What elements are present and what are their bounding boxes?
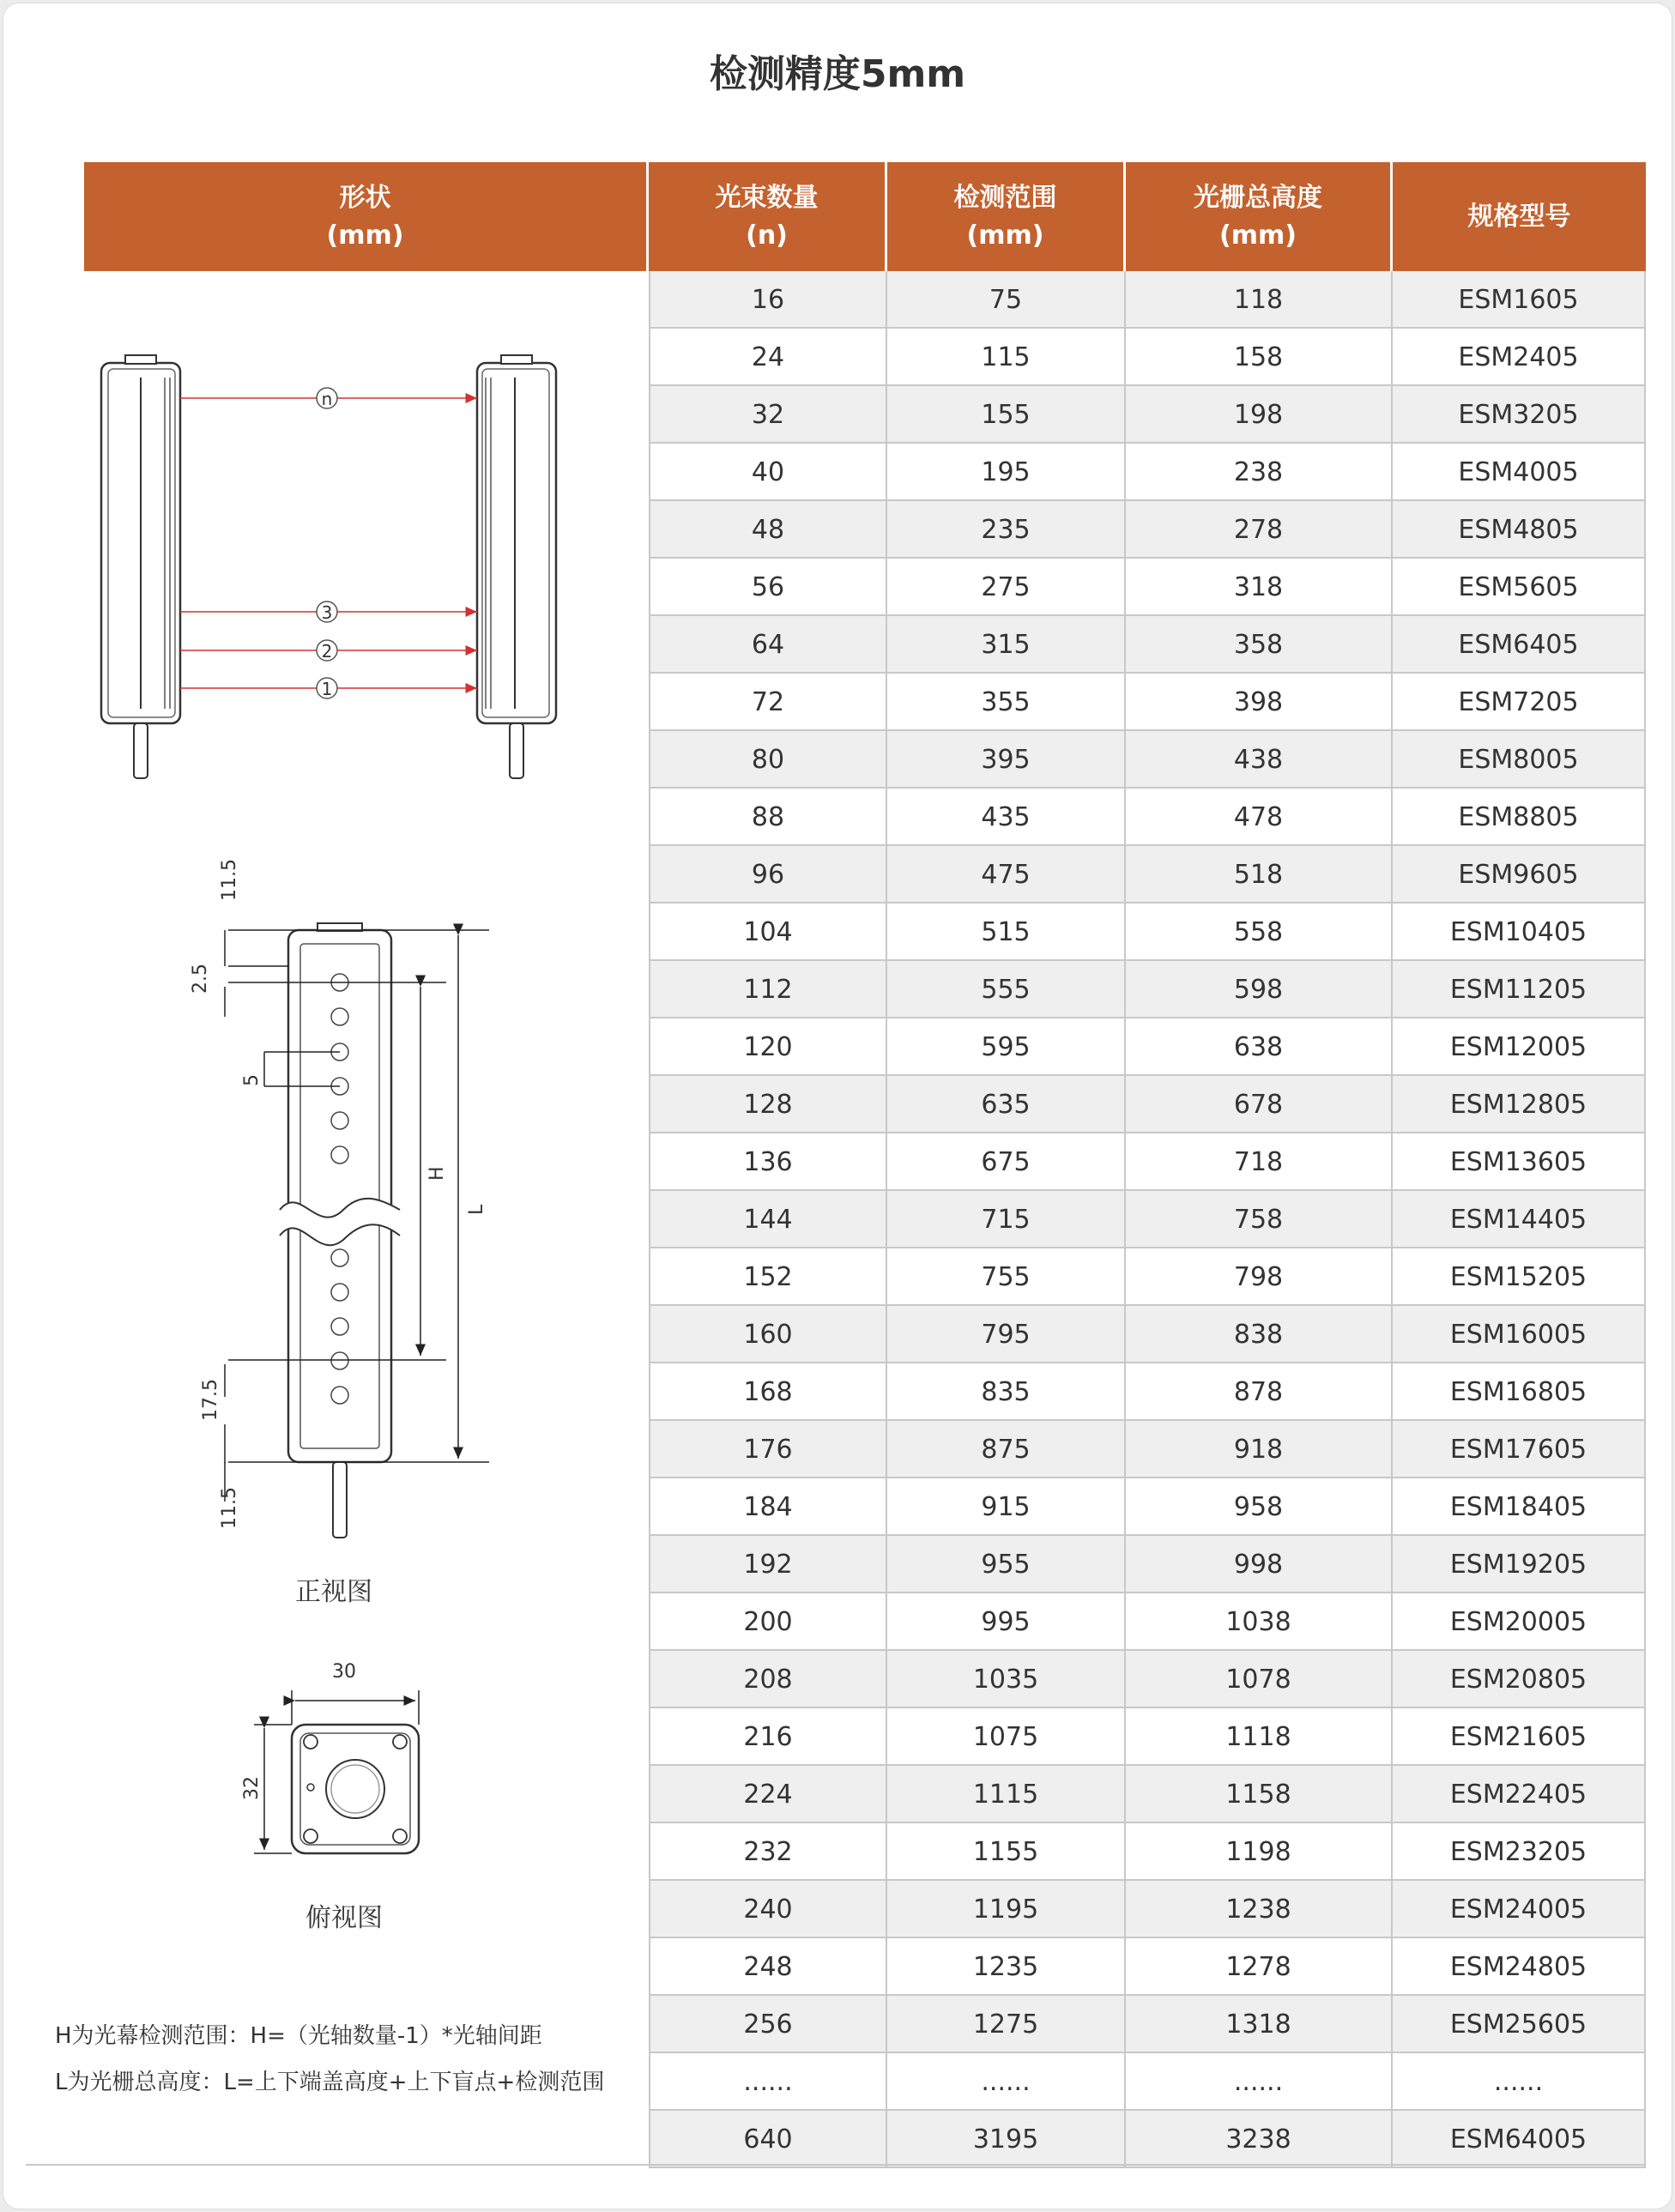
- cell-height: 158: [1126, 329, 1393, 386]
- cell-range: 635: [887, 1076, 1126, 1133]
- cell-model: ESM19205: [1393, 1536, 1646, 1593]
- cell-height: 478: [1126, 789, 1393, 846]
- header-height-unit: (mm): [1219, 220, 1297, 251]
- cell-height: 998: [1126, 1536, 1393, 1593]
- table-row: [649, 1478, 1646, 1536]
- table-row: [649, 1593, 1646, 1651]
- dim-top-blind: 2.5: [190, 964, 211, 994]
- beam-line-n: [180, 388, 477, 409]
- cell-range: 235: [887, 501, 1126, 559]
- cell-beams: 80: [649, 731, 887, 789]
- cell-model: ESM25605: [1393, 1996, 1646, 2053]
- cell-height: 838: [1126, 1306, 1393, 1363]
- cell-height: 798: [1126, 1248, 1393, 1306]
- cell-range: 435: [887, 789, 1126, 846]
- header-height: [1126, 162, 1393, 271]
- cell-model: ESM4005: [1393, 444, 1646, 501]
- cell-model: ESM3205: [1393, 386, 1646, 444]
- cell-model: ESM21605: [1393, 1708, 1646, 1766]
- table-row: [649, 961, 1646, 1018]
- cell-range: 395: [887, 731, 1126, 789]
- cell-beams: 64: [649, 616, 887, 674]
- cell-beams: 88: [649, 789, 887, 846]
- shape-diagram: [0, 0, 649, 2164]
- cell-beams: 248: [649, 1938, 887, 1996]
- cell-model: ESM12005: [1393, 1018, 1646, 1076]
- table-row: [649, 2111, 1646, 2168]
- cell-range: 595: [887, 1018, 1126, 1076]
- cell-beams: 104: [649, 904, 887, 961]
- beam-line-3: [180, 601, 477, 623]
- cell-model: ESM16805: [1393, 1363, 1646, 1421]
- table-row: [649, 386, 1646, 444]
- cell-beams: 192: [649, 1536, 887, 1593]
- cell-model: ESM4805: [1393, 501, 1646, 559]
- cell-model: ESM5605: [1393, 559, 1646, 616]
- table-row: [649, 501, 1646, 559]
- cell-range: 1235: [887, 1938, 1126, 1996]
- cell-range: 275: [887, 559, 1126, 616]
- top-view-drawing: [292, 1725, 419, 1853]
- dim-l: L: [466, 1204, 487, 1215]
- table-row: [649, 271, 1646, 329]
- cell-height: 518: [1126, 846, 1393, 904]
- cell-height: 1318: [1126, 1996, 1393, 2053]
- cell-model: ESM23205: [1393, 1823, 1646, 1881]
- cell-model: ESM17605: [1393, 1421, 1646, 1478]
- cell-range: 875: [887, 1421, 1126, 1478]
- beam-line-1: [180, 678, 477, 699]
- cell-beams: 24: [649, 329, 887, 386]
- cell-beams: 184: [649, 1478, 887, 1536]
- cell-height: 558: [1126, 904, 1393, 961]
- cell-range: 155: [887, 386, 1126, 444]
- table-row: [649, 559, 1646, 616]
- cell-height: 638: [1126, 1018, 1393, 1076]
- table-row: [649, 674, 1646, 731]
- cell-height: 398: [1126, 674, 1393, 731]
- cell-height: 1158: [1126, 1766, 1393, 1823]
- cell-model: ESM13605: [1393, 1133, 1646, 1191]
- cell-height: 438: [1126, 731, 1393, 789]
- cell-beams: 32: [649, 386, 887, 444]
- cell-range: 835: [887, 1363, 1126, 1421]
- header-beams-unit: (n): [746, 220, 788, 251]
- cell-range: 355: [887, 674, 1126, 731]
- cell-beams: 160: [649, 1306, 887, 1363]
- cell-model: ESM20005: [1393, 1593, 1646, 1651]
- cell-beams: 128: [649, 1076, 887, 1133]
- cell-beams: ......: [649, 2053, 887, 2111]
- cell-beams: 168: [649, 1363, 887, 1421]
- cell-model: ESM10405: [1393, 904, 1646, 961]
- cell-height: 1038: [1126, 1593, 1393, 1651]
- table-row: [649, 846, 1646, 904]
- cell-beams: 152: [649, 1248, 887, 1306]
- dim-width: 30: [332, 1661, 356, 1683]
- header-beams: [649, 162, 887, 271]
- note-l: L为光栅总高度：L=上下端盖高度+上下盲点+检测范围: [55, 2070, 605, 2095]
- table-row: [649, 1536, 1646, 1593]
- dim-pitch: 5: [241, 1074, 263, 1086]
- table-row: [649, 1133, 1646, 1191]
- cell-model: ESM22405: [1393, 1766, 1646, 1823]
- cell-model: ESM8805: [1393, 789, 1646, 846]
- dim-bottom-blind: 17.5: [200, 1379, 221, 1421]
- cell-height: 598: [1126, 961, 1393, 1018]
- cell-beams: 640: [649, 2111, 887, 2168]
- cell-height: 3238: [1126, 2111, 1393, 2168]
- header-model-label: 规格型号: [1467, 201, 1571, 232]
- cell-model: ESM64005: [1393, 2111, 1646, 2168]
- beam-label-3: 3: [321, 602, 333, 623]
- cell-range: 1195: [887, 1881, 1126, 1938]
- cell-height: ......: [1126, 2053, 1393, 2111]
- table-row: [649, 1708, 1646, 1766]
- cell-model: ESM7205: [1393, 674, 1646, 731]
- receiver-bar-icon: [477, 355, 556, 778]
- cell-height: 278: [1126, 501, 1393, 559]
- table-row: [649, 1018, 1646, 1076]
- cell-range: 195: [887, 444, 1126, 501]
- cell-height: 878: [1126, 1363, 1393, 1421]
- table-row: [649, 1248, 1646, 1306]
- cell-height: 678: [1126, 1076, 1393, 1133]
- front-view-label: 正视图: [295, 1577, 372, 1607]
- cell-height: 758: [1126, 1191, 1393, 1248]
- cell-beams: 256: [649, 1996, 887, 2053]
- table-row: [649, 1938, 1646, 1996]
- table-row: [649, 904, 1646, 961]
- cell-beams: 240: [649, 1881, 887, 1938]
- cell-height: 238: [1126, 444, 1393, 501]
- note-h: H为光幕检测范围：H=（光轴数量-1）*光轴间距: [55, 2023, 542, 2049]
- cell-beams: 96: [649, 846, 887, 904]
- page-title: 检测精度5mm: [709, 52, 966, 96]
- header-shape-unit: (mm): [326, 220, 404, 251]
- table-row: [649, 1076, 1646, 1133]
- cell-model: ESM15205: [1393, 1248, 1646, 1306]
- cell-height: 358: [1126, 616, 1393, 674]
- cell-range: 995: [887, 1593, 1126, 1651]
- cell-range: 475: [887, 846, 1126, 904]
- cell-beams: 232: [649, 1823, 887, 1881]
- header-beams-label: 光束数量: [715, 182, 819, 213]
- table-row: [649, 731, 1646, 789]
- cell-beams: 216: [649, 1708, 887, 1766]
- cell-range: 3195: [887, 2111, 1126, 2168]
- cell-model: ESM8005: [1393, 731, 1646, 789]
- cell-model: ESM18405: [1393, 1478, 1646, 1536]
- table-row: [649, 1996, 1646, 2053]
- cell-model: ESM9605: [1393, 846, 1646, 904]
- table-bottom-divider: [26, 2164, 1646, 2166]
- cell-height: 318: [1126, 559, 1393, 616]
- cell-beams: 120: [649, 1018, 887, 1076]
- cell-model: ESM16005: [1393, 1306, 1646, 1363]
- cell-beams: 136: [649, 1133, 887, 1191]
- table-row: [649, 1766, 1646, 1823]
- beam-label-1: 1: [321, 679, 333, 699]
- header-range-label: 检测范围: [953, 182, 1057, 213]
- cell-height: 118: [1126, 271, 1393, 329]
- cell-beams: 224: [649, 1766, 887, 1823]
- cell-beams: 112: [649, 961, 887, 1018]
- table-row: [649, 1306, 1646, 1363]
- table-row: [649, 616, 1646, 674]
- cell-beams: 208: [649, 1651, 887, 1708]
- cell-height: 918: [1126, 1421, 1393, 1478]
- cell-range: 675: [887, 1133, 1126, 1191]
- cell-beams: 144: [649, 1191, 887, 1248]
- cell-height: 1278: [1126, 1938, 1393, 1996]
- cell-height: 1238: [1126, 1881, 1393, 1938]
- cell-model: ......: [1393, 2053, 1646, 2111]
- dim-bottom-cap: 11.5: [219, 1487, 240, 1529]
- cell-range: 715: [887, 1191, 1126, 1248]
- cell-range: 555: [887, 961, 1126, 1018]
- cell-model: ESM24805: [1393, 1938, 1646, 1996]
- header-range-unit: (mm): [966, 220, 1044, 251]
- cell-height: 958: [1126, 1478, 1393, 1536]
- cell-model: ESM2405: [1393, 329, 1646, 386]
- header-shape-label: 形状: [339, 182, 391, 213]
- cell-beams: 56: [649, 559, 887, 616]
- cell-range: ......: [887, 2053, 1126, 2111]
- cell-beams: 16: [649, 271, 887, 329]
- table-row: [649, 1191, 1646, 1248]
- cell-beams: 48: [649, 501, 887, 559]
- table-row: [649, 1651, 1646, 1708]
- cell-range: 755: [887, 1248, 1126, 1306]
- table-row: [649, 1421, 1646, 1478]
- beam-label-n: n: [321, 389, 333, 409]
- top-view-label: 俯视图: [305, 1903, 383, 1933]
- emitter-bar-icon: [101, 355, 180, 778]
- header-height-label: 光栅总高度: [1194, 182, 1322, 213]
- cell-model: ESM12805: [1393, 1076, 1646, 1133]
- cell-range: 1155: [887, 1823, 1126, 1881]
- beam-label-2: 2: [321, 641, 333, 662]
- cell-range: 1075: [887, 1708, 1126, 1766]
- cell-height: 1198: [1126, 1823, 1393, 1881]
- dim-top-cap: 11.5: [219, 859, 240, 901]
- front-view-drawing: [280, 923, 400, 1538]
- cell-range: 1275: [887, 1996, 1126, 2053]
- table-row: [649, 1363, 1646, 1421]
- cell-range: 75: [887, 271, 1126, 329]
- cell-height: 1118: [1126, 1708, 1393, 1766]
- table-row: [649, 329, 1646, 386]
- dim-h: H: [426, 1166, 448, 1181]
- beam-line-2: [180, 640, 477, 662]
- cell-beams: 40: [649, 444, 887, 501]
- table-row: [649, 789, 1646, 846]
- dim-depth: 32: [241, 1776, 263, 1800]
- cell-range: 115: [887, 329, 1126, 386]
- table-row: [649, 1823, 1646, 1881]
- cell-height: 1078: [1126, 1651, 1393, 1708]
- cell-range: 1115: [887, 1766, 1126, 1823]
- cell-beams: 200: [649, 1593, 887, 1651]
- cell-range: 315: [887, 616, 1126, 674]
- cell-range: 955: [887, 1536, 1126, 1593]
- header-range: [887, 162, 1126, 271]
- header-model: [1393, 162, 1646, 271]
- spec-table-body: [649, 271, 1646, 2168]
- cell-range: 795: [887, 1306, 1126, 1363]
- cell-model: ESM6405: [1393, 616, 1646, 674]
- cell-range: 515: [887, 904, 1126, 961]
- cell-range: 915: [887, 1478, 1126, 1536]
- cell-model: ESM14405: [1393, 1191, 1646, 1248]
- table-row: [649, 1881, 1646, 1938]
- cell-range: 1035: [887, 1651, 1126, 1708]
- cell-height: 198: [1126, 386, 1393, 444]
- cell-beams: 72: [649, 674, 887, 731]
- cell-beams: 176: [649, 1421, 887, 1478]
- cell-height: 718: [1126, 1133, 1393, 1191]
- cell-model: ESM20805: [1393, 1651, 1646, 1708]
- cell-model: ESM11205: [1393, 961, 1646, 1018]
- cell-model: ESM24005: [1393, 1881, 1646, 1938]
- table-row: [649, 2053, 1646, 2111]
- cell-model: ESM1605: [1393, 271, 1646, 329]
- table-row: [649, 444, 1646, 501]
